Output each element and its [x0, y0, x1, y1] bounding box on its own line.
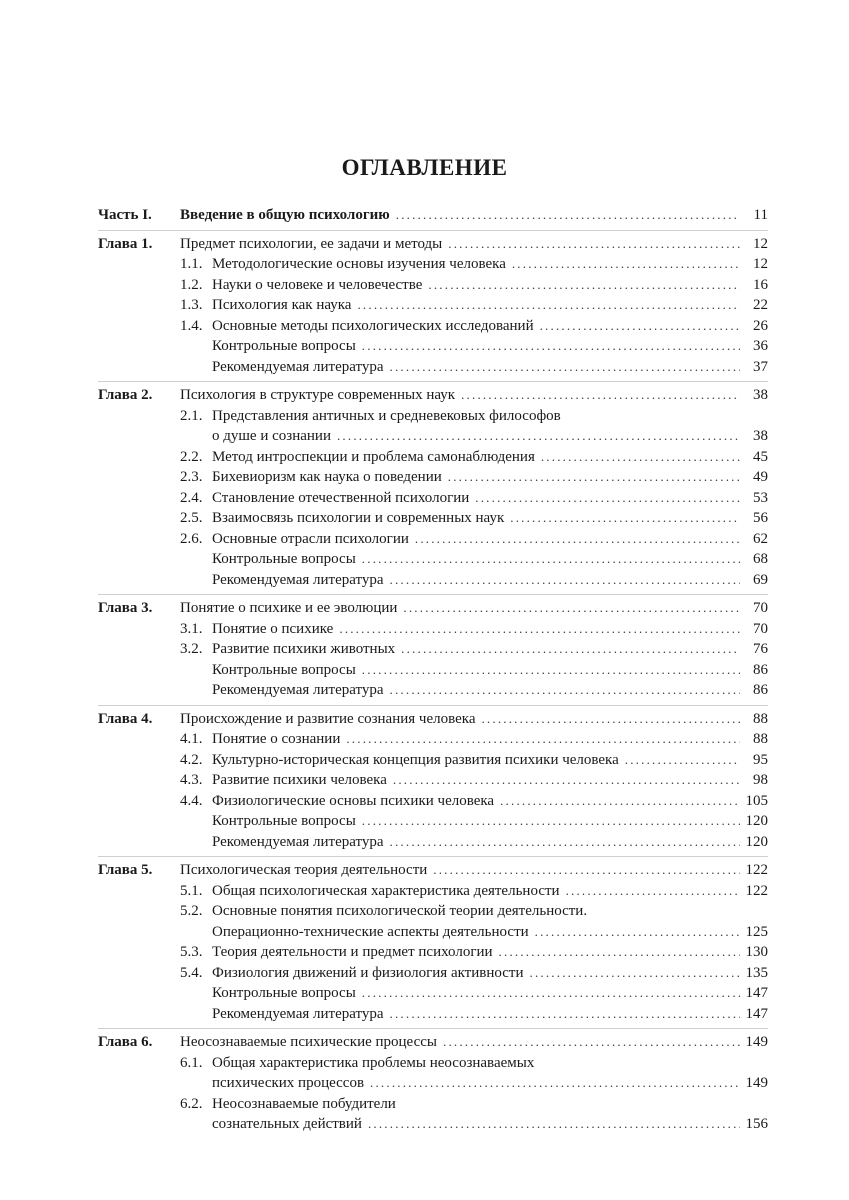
chapter-label: Часть I.	[98, 207, 152, 223]
page-number: 45	[753, 448, 768, 465]
entry-title: Представления античных и средневековых философов	[212, 407, 561, 424]
toc-entry[interactable]	[98, 942, 768, 963]
entry-title: Бихевиоризм как наука о поведении	[212, 469, 442, 485]
chapter-label: Глава 3.	[98, 600, 153, 616]
entry-title: Неосознаваемые побудители	[212, 1095, 396, 1112]
section-number: 2.5.	[180, 510, 203, 526]
toc-entry[interactable]	[98, 881, 768, 902]
entry-title: Становление отечественной психологии	[212, 489, 470, 506]
dot-leader	[512, 254, 740, 275]
toc-entry[interactable]	[98, 447, 768, 468]
dot-leader	[499, 942, 740, 963]
dot-leader	[401, 639, 740, 660]
toc-entry[interactable]	[98, 316, 768, 337]
toc-section	[98, 709, 768, 858]
dot-leader	[362, 336, 740, 357]
section-number: 5.4.	[180, 964, 203, 981]
page-number: 149	[745, 1075, 768, 1091]
entry-title: Контрольные вопросы	[212, 985, 356, 1001]
page-number: 86	[753, 682, 768, 698]
page-number: 149	[745, 1034, 768, 1050]
section-number: 3.2.	[180, 641, 203, 657]
dot-leader	[368, 1114, 740, 1135]
page-number: 62	[753, 530, 768, 547]
toc-entry[interactable]	[98, 660, 768, 681]
chapter-label: Глава 5.	[98, 862, 153, 878]
toc-entry[interactable]	[98, 234, 768, 255]
toc-section	[98, 385, 768, 595]
dot-leader	[362, 811, 740, 832]
dot-leader	[433, 860, 739, 881]
entry-title: Контрольные вопросы	[212, 661, 356, 678]
toc-entry[interactable]	[98, 1073, 768, 1094]
section-number: 1.4.	[180, 317, 203, 334]
dot-leader	[500, 791, 739, 812]
toc-entry[interactable]	[98, 467, 768, 488]
section-number: 5.3.	[180, 944, 203, 960]
toc-entry[interactable]	[98, 426, 768, 447]
page-number: 53	[753, 489, 768, 506]
page-number: 122	[745, 862, 768, 878]
toc-entry[interactable]	[98, 791, 768, 812]
entry-title: Теория деятельности и предмет психологии	[212, 944, 493, 960]
page-number: 95	[753, 751, 768, 768]
toc-entry[interactable]	[98, 1032, 768, 1053]
page-number: 12	[753, 235, 768, 252]
toc-entry[interactable]	[98, 832, 768, 853]
page-number: 135	[745, 964, 768, 981]
dot-leader	[393, 770, 740, 791]
entry-title: Понятие о психике	[212, 620, 334, 637]
toc-section	[98, 598, 768, 706]
toc-entry[interactable]	[98, 680, 768, 701]
toc-entry[interactable]	[98, 357, 768, 378]
page-number: 125	[745, 923, 768, 940]
section-number: 4.1.	[180, 731, 203, 747]
dot-leader	[535, 922, 740, 943]
toc-entry[interactable]	[98, 1004, 768, 1025]
section-number: 1.2.	[180, 276, 203, 293]
page-number: 37	[753, 358, 768, 375]
entry-title: Развитие психики животных	[212, 641, 396, 657]
entry-title: Предмет психологии, ее задачи и методы	[180, 235, 443, 252]
toc-entry[interactable]	[98, 295, 768, 316]
page-number: 147	[745, 985, 768, 1001]
entry-title: Методологические основы изучения человека	[212, 256, 506, 272]
section-number: 5.1.	[180, 882, 203, 899]
dot-leader	[566, 881, 740, 902]
entry-title: Рекомендуемая литература	[212, 833, 384, 850]
dot-leader	[448, 467, 740, 488]
page-number: 76	[753, 641, 768, 657]
section-number: 3.1.	[180, 620, 203, 637]
toc-entry[interactable]	[98, 1094, 768, 1115]
dot-leader	[428, 275, 740, 296]
entry-title: Науки о человеке и человечестве	[212, 276, 423, 293]
toc-entry[interactable]	[98, 406, 768, 427]
dot-leader	[510, 508, 740, 529]
toc-entry[interactable]	[98, 275, 768, 296]
table-of-contents	[98, 205, 768, 1142]
entry-title: Психология в структуре современных наук	[180, 387, 456, 403]
section-number: 4.2.	[180, 751, 203, 768]
dot-leader	[390, 832, 740, 853]
chapter-label: Глава 6.	[98, 1034, 153, 1050]
section-number: 1.3.	[180, 297, 203, 313]
page-number: 36	[753, 338, 768, 354]
toc-section	[98, 1032, 768, 1139]
entry-title: Общая характеристика проблемы неосознаваемых	[212, 1054, 535, 1071]
entry-title: Введение в общую психологию	[180, 207, 390, 223]
page-number: 105	[745, 792, 768, 809]
dot-leader	[390, 570, 740, 591]
page-number: 88	[753, 710, 768, 727]
page-number: 49	[753, 469, 768, 485]
page-number: 69	[753, 571, 768, 588]
dot-leader	[370, 1073, 739, 1094]
page-number: 22	[753, 297, 768, 313]
dot-leader	[357, 295, 740, 316]
chapter-label: Глава 4.	[98, 710, 153, 727]
entry-title: Общая психологическая характеристика деятельности	[212, 882, 560, 899]
dot-leader	[390, 357, 740, 378]
dot-leader	[362, 983, 740, 1004]
toc-entry[interactable]	[98, 336, 768, 357]
page-number: 98	[753, 772, 768, 788]
page-number: 120	[745, 813, 768, 829]
page-number: 11	[753, 207, 768, 223]
dot-leader	[461, 385, 740, 406]
entry-title: Физиологические основы психики человека	[212, 792, 495, 809]
entry-title: Метод интроспекции и проблема самонаблюдения	[212, 448, 535, 465]
toc-entry[interactable]	[98, 1114, 768, 1135]
toc-entry[interactable]	[98, 811, 768, 832]
toc-entry[interactable]	[98, 729, 768, 750]
toc-entry[interactable]	[98, 750, 768, 771]
toc-entry[interactable]	[98, 254, 768, 275]
entry-title: Развитие психики человека	[212, 772, 387, 788]
toc-entry[interactable]	[98, 385, 768, 406]
dot-leader	[346, 729, 740, 750]
page-number: 56	[753, 510, 768, 526]
toc-entry[interactable]	[98, 598, 768, 619]
chapter-label: Глава 2.	[98, 387, 153, 403]
dot-leader	[481, 709, 740, 730]
entry-title: Психология как наука	[212, 297, 352, 313]
page-number: 38	[753, 387, 768, 403]
section-number: 2.4.	[180, 489, 203, 506]
page-number: 122	[745, 882, 768, 899]
page-number: 12	[753, 256, 768, 272]
page-number: 88	[753, 731, 768, 747]
page-number: 70	[753, 620, 768, 637]
entry-title: Психологическая теория деятельности	[180, 862, 428, 878]
page-number: 68	[753, 551, 768, 567]
toc-entry[interactable]	[98, 508, 768, 529]
entry-title: Происхождение и развитие сознания человека	[180, 710, 476, 727]
dot-leader	[390, 1004, 740, 1025]
entry-title: Основные отрасли психологии	[212, 530, 409, 547]
dot-leader	[390, 680, 740, 701]
dot-leader	[362, 660, 740, 681]
page-number: 147	[745, 1005, 768, 1022]
toc-section	[98, 205, 768, 231]
entry-title: Культурно-историческая концепция развития психики человека	[212, 751, 619, 768]
entry-title: Физиология движений и физиология активности	[212, 964, 524, 981]
dot-leader	[337, 426, 740, 447]
section-number: 2.3.	[180, 469, 203, 485]
dot-leader	[443, 1032, 740, 1053]
page-number: 156	[745, 1116, 768, 1132]
section-number: 4.3.	[180, 772, 203, 788]
section-number: 2.1.	[180, 407, 203, 424]
dot-leader	[396, 205, 740, 226]
toc-entry[interactable]	[98, 488, 768, 509]
toc-section	[98, 234, 768, 383]
section-number: 2.6.	[180, 530, 203, 547]
toc-entry[interactable]	[98, 619, 768, 640]
dot-leader	[362, 549, 740, 570]
dot-leader	[475, 488, 740, 509]
toc-entry[interactable]	[98, 922, 768, 943]
entry-title: Рекомендуемая литература	[212, 682, 384, 698]
toc-section	[98, 860, 768, 1029]
entry-title: Контрольные вопросы	[212, 338, 356, 354]
dot-leader	[403, 598, 740, 619]
dot-leader	[541, 447, 740, 468]
toc-entry[interactable]	[98, 770, 768, 791]
page-number: 38	[753, 428, 768, 444]
page-title: ОГЛАВЛЕНИЕ	[341, 155, 508, 180]
entry-title: Основные методы психологических исследований	[212, 317, 534, 334]
section-number: 1.1.	[180, 256, 203, 272]
entry-title: Контрольные вопросы	[212, 551, 356, 567]
page-number: 130	[745, 944, 768, 960]
toc-entry[interactable]	[98, 1053, 768, 1074]
dot-leader	[415, 529, 740, 550]
toc-entry[interactable]	[98, 529, 768, 550]
page-number: 70	[753, 600, 768, 616]
section-number: 6.1.	[180, 1054, 203, 1071]
dot-leader	[448, 234, 740, 255]
toc-entry[interactable]	[98, 983, 768, 1004]
chapter-label: Глава 1.	[98, 235, 153, 252]
entry-title: Операционно-технические аспекты деятельности	[212, 923, 529, 940]
page-number: 16	[753, 276, 768, 293]
entry-title: Контрольные вопросы	[212, 813, 356, 829]
section-number: 2.2.	[180, 448, 203, 465]
toc-entry[interactable]	[98, 963, 768, 984]
entry-title: сознательных действий	[212, 1116, 362, 1132]
dot-leader	[625, 750, 740, 771]
toc-entry[interactable]	[98, 570, 768, 591]
entry-title: Рекомендуемая литература	[212, 571, 384, 588]
toc-entry[interactable]	[98, 639, 768, 660]
entry-title: Понятие о сознании	[212, 731, 341, 747]
entry-title: Неосознаваемые психические процессы	[180, 1034, 437, 1050]
entry-title: Взаимосвязь психологии и современных наук	[212, 510, 505, 526]
toc-entry[interactable]	[98, 709, 768, 730]
toc-entry[interactable]	[98, 549, 768, 570]
entry-title: Основные понятия психологической теории деятельности.	[212, 903, 588, 919]
toc-entry[interactable]	[98, 901, 768, 922]
entry-title: Понятие о психике и ее эволюции	[180, 600, 398, 616]
section-number: 6.2.	[180, 1095, 203, 1112]
section-number: 5.2.	[180, 903, 203, 919]
page-number: 120	[745, 833, 768, 850]
toc-entry[interactable]	[98, 205, 768, 226]
dot-leader	[339, 619, 740, 640]
entry-title: о душе и сознании	[212, 428, 331, 444]
page-number: 86	[753, 661, 768, 678]
section-number: 4.4.	[180, 792, 203, 809]
dot-leader	[530, 963, 740, 984]
page-number: 26	[753, 317, 768, 334]
entry-title: Рекомендуемая литература	[212, 358, 384, 375]
dot-leader	[540, 316, 740, 337]
toc-entry[interactable]	[98, 860, 768, 881]
entry-title: Рекомендуемая литература	[212, 1005, 384, 1022]
entry-title: психических процессов	[212, 1075, 365, 1091]
